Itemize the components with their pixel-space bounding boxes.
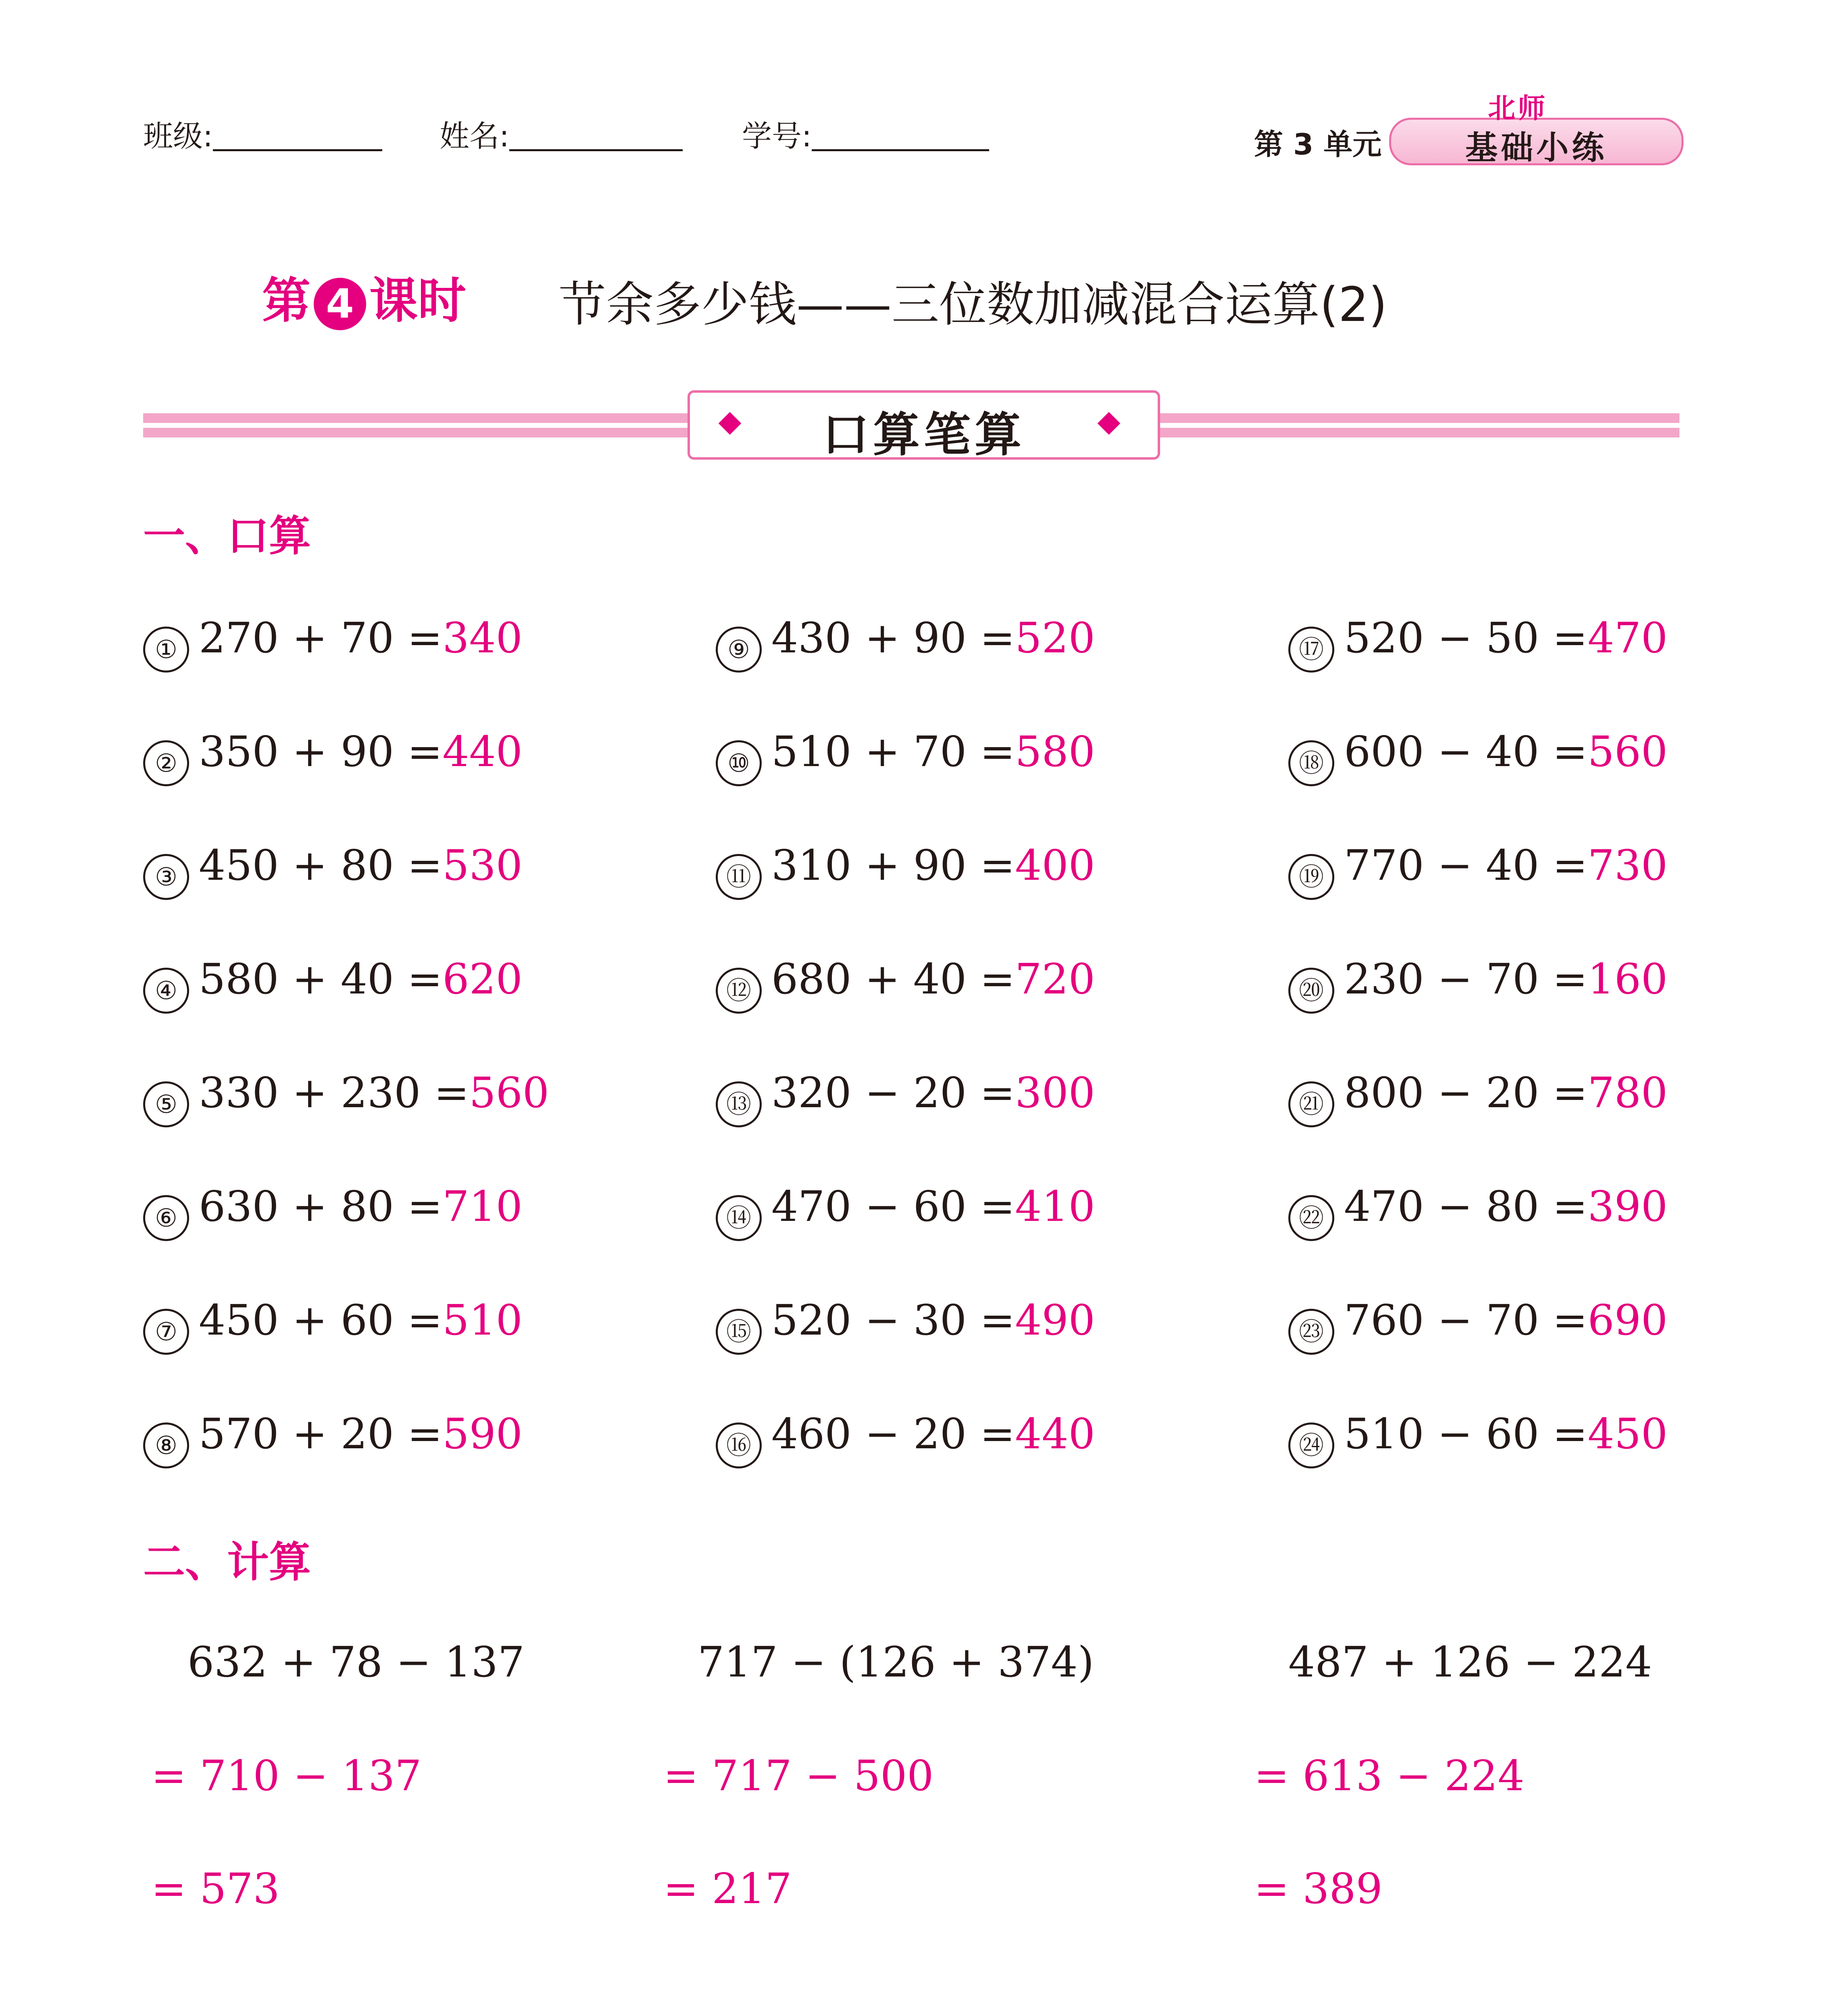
oral-item (1288, 1409, 1668, 1468)
answer: 710 (442, 1182, 523, 1231)
oral-item (716, 727, 1095, 786)
question: 770 − 40 = (1344, 841, 1588, 890)
question: 430 + 90 = (771, 613, 1015, 662)
item-number: ⑥ (143, 1195, 189, 1241)
lesson-label (262, 262, 466, 331)
written-expression: 717 − (126 + 374) (698, 1637, 1094, 1687)
name-label: 姓名: (440, 119, 509, 154)
written-step-1: = 717 − 500 (663, 1751, 934, 1800)
question: 450 + 60 = (199, 1295, 443, 1345)
answer: 560 (1588, 727, 1668, 776)
written-step-1: = 613 − 224 (1254, 1751, 1525, 1800)
answer: 780 (1588, 1068, 1668, 1117)
question: 230 − 70 = (1344, 954, 1588, 1004)
id-field (742, 119, 989, 154)
oral-item (1288, 613, 1668, 673)
item-number: ⑫ (716, 968, 762, 1014)
oral-item (1288, 1182, 1668, 1241)
answer: 400 (1015, 841, 1095, 890)
item-number: ㉔ (1288, 1422, 1334, 1468)
item-number: ⑱ (1288, 740, 1334, 786)
item-number: ⑰ (1288, 627, 1334, 673)
page-title: 节余多少钱——三位数加减混合运算(2) (558, 277, 1388, 332)
item-number: ⑦ (143, 1309, 189, 1355)
oral-item (143, 841, 523, 900)
question: 450 + 80 = (199, 841, 443, 890)
answer: 160 (1588, 954, 1668, 1004)
answer: 560 (469, 1068, 549, 1117)
question: 310 + 90 = (771, 841, 1015, 890)
oral-item (143, 613, 523, 673)
oral-item (143, 954, 523, 1014)
question: 580 + 40 = (199, 954, 443, 1004)
item-number: ⑬ (716, 1081, 762, 1127)
brand-top: 北师 (1488, 93, 1548, 125)
oral-item (1288, 1068, 1668, 1127)
question: 270 + 70 = (199, 613, 443, 662)
lesson-suffix: 课时 (369, 273, 466, 329)
item-number: ③ (143, 854, 189, 900)
question: 350 + 90 = (199, 727, 443, 776)
question: 630 + 80 = (199, 1182, 443, 1231)
written-step-2: = 389 (1254, 1864, 1383, 1913)
written-step-1: = 710 − 137 (151, 1751, 422, 1800)
answer: 490 (1015, 1295, 1095, 1345)
oral-item (716, 841, 1095, 900)
item-number: ⑭ (716, 1195, 762, 1241)
answer: 690 (1588, 1295, 1668, 1345)
class-field (143, 119, 382, 154)
name-field (440, 119, 683, 154)
answer: 580 (1015, 727, 1095, 776)
oral-item (1288, 727, 1668, 786)
answer: 530 (442, 841, 523, 890)
answer: 520 (1015, 613, 1095, 662)
oral-item (143, 1295, 523, 1355)
written-step-2: = 573 (151, 1864, 280, 1913)
oral-item (1288, 841, 1668, 900)
question: 680 + 40 = (771, 954, 1015, 1004)
class-label: 班级: (143, 119, 213, 154)
written-expression: 632 + 78 − 137 (188, 1637, 525, 1687)
oral-item (716, 1295, 1095, 1355)
question: 460 − 20 = (771, 1409, 1015, 1458)
oral-item (716, 954, 1095, 1014)
section-heading-written: 二、计算 (143, 1537, 311, 1587)
answer: 390 (1588, 1182, 1668, 1231)
answer: 340 (442, 613, 523, 662)
item-number: ⑮ (716, 1309, 762, 1355)
question: 800 − 20 = (1344, 1068, 1588, 1117)
question: 320 − 20 = (771, 1068, 1015, 1117)
question: 570 + 20 = (199, 1409, 443, 1458)
name-blank[interactable] (509, 121, 683, 151)
oral-item (716, 613, 1095, 673)
answer: 440 (1015, 1409, 1095, 1458)
question: 470 − 60 = (771, 1182, 1015, 1231)
class-blank[interactable] (213, 121, 382, 151)
question: 510 + 70 = (771, 727, 1015, 776)
written-step-2: = 217 (663, 1864, 792, 1913)
item-number: ④ (143, 968, 189, 1014)
item-number: ⑲ (1288, 854, 1334, 900)
written-expression: 487 + 126 − 224 (1288, 1637, 1652, 1687)
brand-main: 基础小练 (1465, 129, 1607, 167)
oral-item (143, 1182, 523, 1241)
oral-item (1288, 1295, 1668, 1355)
item-number: ⑩ (716, 740, 762, 786)
item-number: ㉓ (1288, 1309, 1334, 1355)
item-number: ㉒ (1288, 1195, 1334, 1241)
item-number: ⑯ (716, 1422, 762, 1468)
item-number: ⑪ (716, 854, 762, 900)
oral-item (716, 1409, 1095, 1468)
answer: 470 (1588, 613, 1668, 662)
answer: 590 (442, 1409, 523, 1458)
question: 520 − 50 = (1344, 613, 1588, 662)
item-number: ⑳ (1288, 968, 1334, 1014)
answer: 440 (442, 727, 523, 776)
question: 760 − 70 = (1344, 1295, 1588, 1345)
answer: 410 (1015, 1182, 1095, 1231)
item-number: ⑨ (716, 627, 762, 673)
oral-item (143, 1409, 523, 1468)
lesson-number: 4 (314, 278, 366, 330)
oral-item (716, 1182, 1095, 1241)
oral-item (716, 1068, 1095, 1127)
item-number: ② (143, 740, 189, 786)
oral-item (143, 727, 523, 786)
lesson-prefix: 第 (262, 273, 310, 329)
question: 600 − 40 = (1344, 727, 1588, 776)
answer: 730 (1588, 841, 1668, 890)
item-number: ⑤ (143, 1081, 189, 1127)
question: 510 − 60 = (1344, 1409, 1588, 1458)
id-blank[interactable] (812, 121, 989, 151)
oral-item (143, 1068, 549, 1127)
question: 330 + 230 = (199, 1068, 469, 1117)
section-heading-oral: 一、口算 (143, 511, 311, 560)
answer: 450 (1588, 1409, 1668, 1458)
answer: 300 (1015, 1068, 1095, 1117)
id-label: 学号: (742, 119, 812, 154)
answer: 510 (442, 1295, 523, 1345)
question: 470 − 80 = (1344, 1182, 1588, 1231)
banner-title: 口算笔算 (822, 408, 1025, 462)
answer: 720 (1015, 954, 1095, 1004)
unit-label: 第 3 单元 (1254, 127, 1382, 161)
item-number: ① (143, 627, 189, 673)
question: 520 − 30 = (771, 1295, 1015, 1345)
oral-item (1288, 954, 1668, 1014)
answer: 620 (442, 954, 523, 1004)
item-number: ㉑ (1288, 1081, 1334, 1127)
item-number: ⑧ (143, 1422, 189, 1468)
